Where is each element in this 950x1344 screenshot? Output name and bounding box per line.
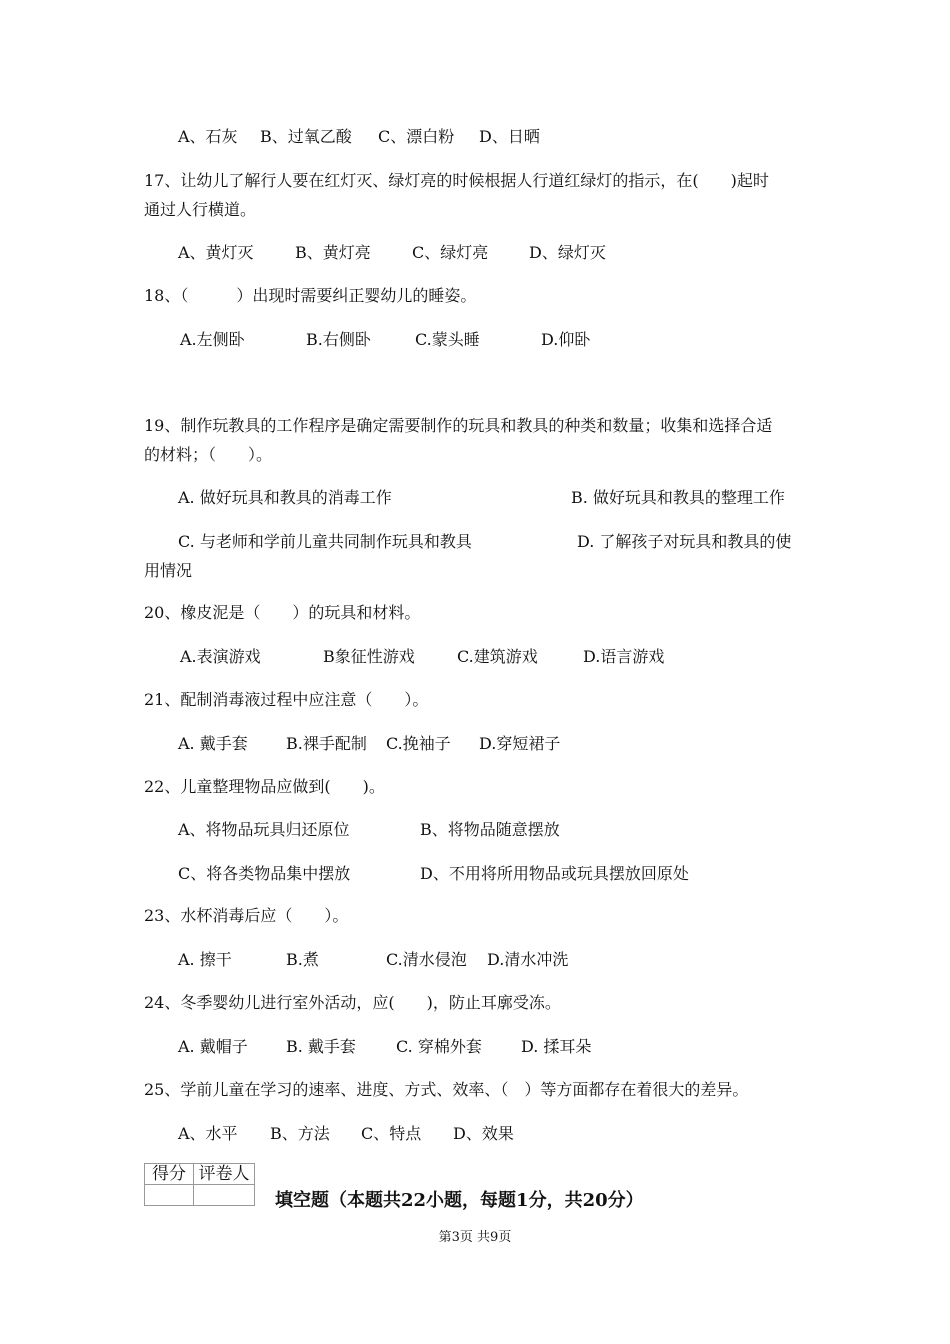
q24-option-a: A. 戴帽子 (178, 1037, 248, 1056)
q20-stem: 20、橡皮泥是（ ）的玩具和材料。 (144, 603, 421, 622)
score-cell[interactable] (145, 1185, 194, 1206)
q22-option-d: D、不用将所用物品或玩具摆放回原处 (420, 864, 689, 883)
q19-option-d: D. 了解孩子对玩具和教具的使 (577, 532, 792, 551)
q23-option-c: C.清水侵泡 (386, 950, 467, 969)
q21-option-c: C.挽袖子 (386, 734, 451, 753)
q16-option-d: D、日晒 (479, 127, 540, 146)
q17-option-b: B、黄灯亮 (295, 243, 371, 262)
q16-option-b: B、过氧乙酸 (260, 127, 352, 146)
q18-option-a: A.左侧卧 (180, 330, 245, 349)
q18-stem: 18、（ ）出现时需要纠正婴幼儿的睡姿。 (144, 286, 477, 305)
q17-option-d: D、绿灯灭 (529, 243, 606, 262)
q20-option-a: A.表演游戏 (180, 647, 261, 666)
q22-option-c: C、将各类物品集中摆放 (178, 864, 351, 883)
q25-option-b: B、方法 (270, 1124, 330, 1143)
q16-option-a: A、石灰 (178, 127, 238, 146)
q24-stem: 24、冬季婴幼儿进行室外活动，应( )，防止耳廓受冻。 (144, 993, 561, 1012)
q20-option-b: B象征性游戏 (323, 647, 415, 666)
q22-option-b: B、将物品随意摆放 (420, 820, 560, 839)
q19-option-c: C. 与老师和学前儿童共同制作玩具和教具 (178, 532, 472, 551)
q25-stem: 25、学前儿童在学习的速率、进度、方式、效率、（ ）等方面都存在着很大的差异。 (144, 1080, 749, 1099)
q19-stem-line2: 的材料；（ ）。 (144, 445, 273, 464)
q24-option-b: B. 戴手套 (286, 1037, 356, 1056)
q20-option-d: D.语言游戏 (583, 647, 665, 666)
q25-option-a: A、水平 (178, 1124, 238, 1143)
section-title: 填空题（本题共22小题，每题1分，共20分） (275, 1190, 644, 1211)
q23-option-b: B.煮 (286, 950, 319, 969)
q20-option-c: C.建筑游戏 (457, 647, 538, 666)
q17-stem-line2: 通过人行横道。 (144, 200, 257, 219)
q18-option-b: B.右侧卧 (306, 330, 371, 349)
q17-option-a: A、黄灯灭 (178, 243, 254, 262)
q19-option-d-continued: 用情况 (144, 561, 193, 580)
q22-stem: 22、儿童整理物品应做到( )。 (144, 777, 385, 796)
score-box (144, 1163, 255, 1206)
q21-option-a: A. 戴手套 (178, 734, 248, 753)
q18-option-c: C.蒙头睡 (415, 330, 480, 349)
score-label: 得分 (145, 1164, 194, 1185)
q22-option-a: A、将物品玩具归还原位 (178, 820, 350, 839)
q19-option-b: B. 做好玩具和教具的整理工作 (571, 488, 785, 507)
q19-stem-line1: 19、制作玩教具的工作程序是确定需要制作的玩具和教具的种类和数量；收集和选择合适 (144, 416, 773, 435)
q24-option-c: C. 穿棉外套 (396, 1037, 482, 1056)
q25-option-d: D、效果 (453, 1124, 514, 1143)
grader-label: 评卷人 (194, 1164, 255, 1185)
q25-option-c: C、特点 (361, 1124, 422, 1143)
q23-stem: 23、水杯消毒后应（ ）。 (144, 906, 349, 925)
q18-option-d: D.仰卧 (541, 330, 591, 349)
q16-option-c: C、漂白粉 (378, 127, 455, 146)
q17-option-c: C、绿灯亮 (412, 243, 489, 262)
q17-stem-line1: 17、让幼儿了解行人要在红灯灭、绿灯亮的时候根据人行道红绿灯的指示，在( )起时 (144, 171, 769, 190)
q21-option-b: B.裸手配制 (286, 734, 367, 753)
q19-option-a: A. 做好玩具和教具的消毒工作 (178, 488, 392, 507)
q21-option-d: D.穿短裙子 (479, 734, 561, 753)
grader-cell[interactable] (194, 1185, 255, 1206)
page-footer: 第3页 共9页 (438, 1230, 512, 1245)
q23-option-a: A. 擦干 (178, 950, 232, 969)
q23-option-d: D.清水冲洗 (487, 950, 569, 969)
q24-option-d: D. 揉耳朵 (521, 1037, 592, 1056)
q21-stem: 21、配制消毒液过程中应注意（ ）。 (144, 690, 429, 709)
